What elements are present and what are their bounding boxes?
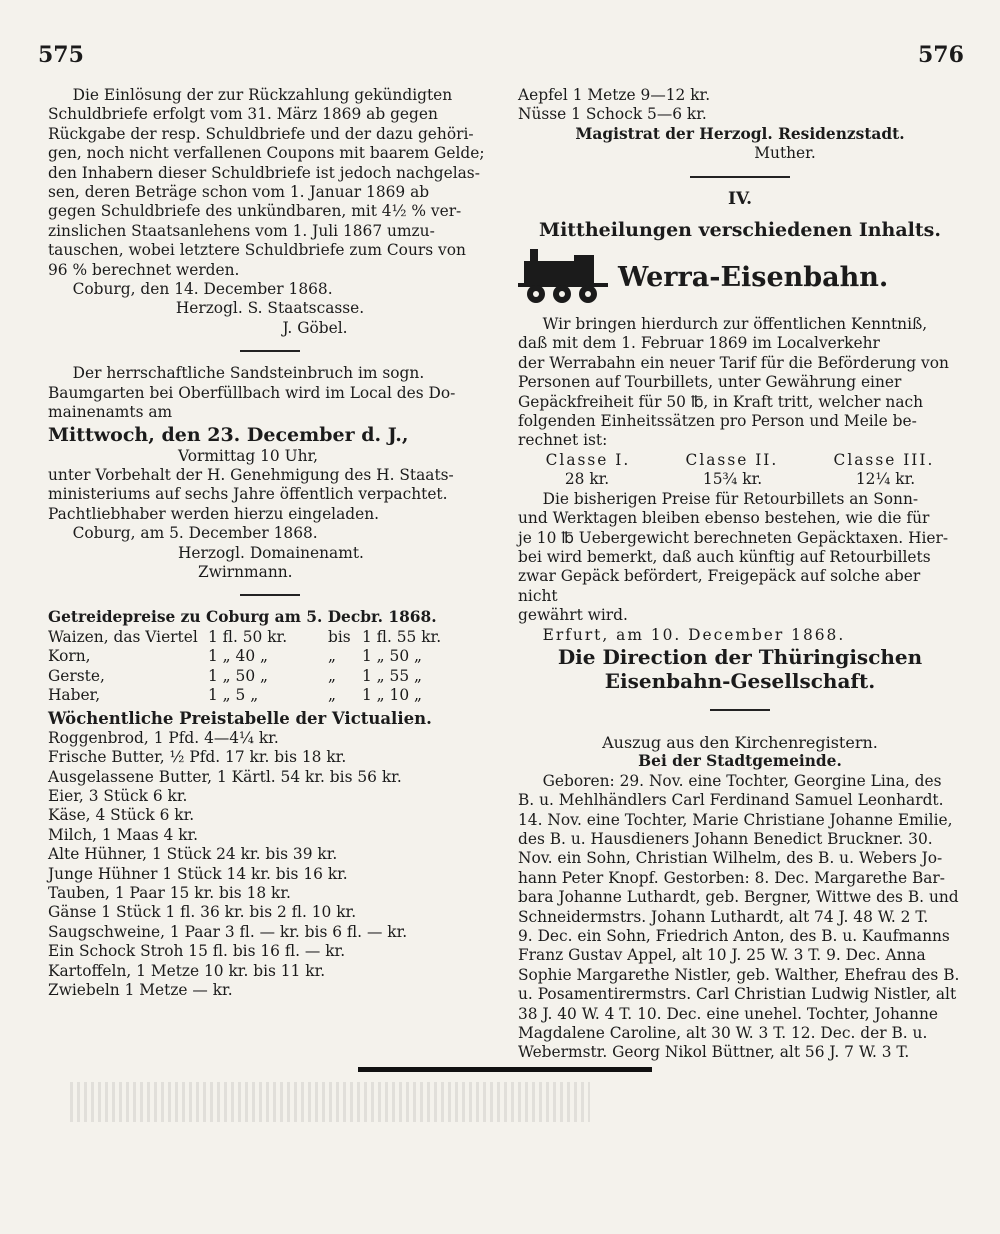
grain-price-low: 1 „ 50 „ [208,666,268,685]
victuals-title: Wöchentliche Preistabelle der Victualien. [48,709,432,729]
signer: Eisenbahn-Gesellschaft. [604,668,876,693]
list-item: Gänse 1 Stück 1 fl. 36 kr. bis 2 fl. 10 kr. [48,903,357,922]
grain-price-high: 1 „ 10 „ [362,685,422,704]
text-line: rechnet ist: [518,431,608,450]
text-line: des B. u. Hausdieners Johann Benedict Bruckner. 30. [518,829,933,848]
text-line: 38 J. 40 W. 4 T. 10. Dec. eine unehel. Tochter, Johanne [518,1004,938,1023]
text-line: folgenden Einheitssätzen pro Person und Meile be- [518,412,917,431]
text-line: den Inhabern dieser Schuldbriefe ist jedoch nachgelas- [48,163,480,182]
list-item: Aepfel 1 Metze 9—12 kr. [518,86,711,104]
bond-redemption-notice [48,86,492,338]
issuer: Herzogl. S. Staatscasse. [175,299,365,318]
text-line: Schneidermstrs. Johann Luthardt, alt 74 J. 48 W. 2 T. [518,907,929,926]
text-line: B. u. Mehlhändlers Carl Ferdinand Samuel Leonhardt. [518,791,944,810]
list-item: Alte Hühner, 1 Stück 24 kr. bis 39 kr. [48,845,338,864]
sandstone-quarry-notice [48,364,492,582]
page-number-right: 576 [918,42,964,68]
text-line: sen, deren Beträge schon vom 1. Januar 1869 ab [48,183,430,202]
list-item: Tauben, 1 Paar 15 kr. bis 18 kr. [48,884,291,903]
text-line: Sophie Margarethe Nistler, geb. Walther, Ehefrau des B. [518,965,960,984]
section-number: IV. [727,188,753,209]
text-line: Personen auf Tourbillets, unter Gewährung einer [518,373,902,392]
list-item: Roggenbrod, 1 Pfd. 4—4¼ kr. [48,728,279,747]
issuer: Herzogl. Domainenamt. [178,543,364,562]
grain-name: Korn, [48,647,91,666]
grain-price-low: 1 „ 5 „ [208,685,259,704]
fare-prices [518,470,962,489]
fare-class: Classe II. [685,450,779,469]
heavy-rule [358,1067,652,1072]
page-number-left: 575 [38,42,84,68]
text-line: zwar Gepäck befördert, Freigepäck auf solche aber nicht [518,567,921,605]
werra-title: Werra-Eisenbahn. [618,262,889,294]
place-date: Erfurt, am 10. December 1868. [542,625,846,644]
text-line: Franz Gustav Appel, alt 10 J. 25 W. 3 T. 9. Dec. Anna [518,946,926,965]
locomotive-icon [518,249,610,307]
text-line: 96 % berechnet werden. [48,260,240,279]
divider [240,350,300,352]
text-line: ministeriums auf sechs Jahre öffentlich verpachtet. [48,485,448,504]
victuals-price-table [48,709,492,1000]
text-line: u. Posamentirermstrs. Carl Christian Ludwig Nistler, alt [518,985,957,1004]
text-line: 14. Nov. eine Tochter, Marie Christiane Johanne Emilie, [518,810,953,829]
text-line: hann Peter Knopf. Gestorben: 8. Dec. Margarethe Bar- [518,868,945,887]
divider [690,176,790,178]
text-line: Die Einlösung der zur Rückzahlung gekündigten [72,86,453,104]
text-line: gen, noch nicht verfallenen Coupons mit baarem Gelde; [48,144,485,163]
right-column [518,86,962,1063]
show-through-text [70,1082,590,1122]
grain-price-low: 1 „ 40 „ [208,647,268,666]
text-line: Wir bringen hierdurch zur öffentlichen Kenntniß, [542,315,928,334]
text-line: Gepäckfreiheit für 50 ℔, in Kraft tritt, welcher nach [518,392,924,411]
text-line: je 10 ℔ Uebergewicht berechneten Gepäcktaxen. Hier- [518,528,949,547]
grain-prices [48,608,492,705]
table-row [48,647,492,666]
text-line: Geboren: 29. Nov. eine Tochter, Georgine Lina, des [542,771,942,790]
werra-banner [518,249,962,307]
signer: Die Direction der Thüringischen [557,644,923,669]
text-line: Rückgabe der resp. Schuldbriefe und der dazu gehöri- [48,124,474,143]
list-item: Eier, 3 Stück 6 kr. [48,787,188,805]
grain-price-high: 1 „ 50 „ [362,647,422,666]
grain-price-low: 1 fl. 50 kr. [208,627,288,646]
text-line: Pachtliebhaber werden hierzu eingeladen. [48,504,380,523]
table-row [48,667,492,686]
text-line: bara Johanne Luthardt, geb. Bergner, Wittwe des B. und [518,888,959,907]
text-line: Der herrschaftliche Sandsteinbruch im sogn. [72,364,425,383]
church-register [518,733,962,1063]
church-register-subtitle: Bei der Stadtgemeinde. [638,752,842,771]
list-item: Ein Schock Stroh 15 fl. bis 16 fl. — kr. [48,942,346,961]
grain-bis: „ [328,685,336,704]
grain-price-high: 1 „ 55 „ [362,666,422,685]
text-line: bei wird bemerkt, daß auch künftig auf Retourbillets [518,547,931,566]
table-row [48,628,492,647]
signer: Zwirnmann. [198,562,293,581]
fare-class: Classe III. [833,450,935,469]
grain-bis: „ [328,647,336,666]
fare-class: Classe I. [545,450,631,469]
signer: J. Göbel. [282,318,348,337]
place-date: Coburg, den 14. December 1868. [72,280,333,299]
list-item: Frische Butter, ½ Pfd. 17 kr. bis 18 kr. [48,748,347,767]
fare-price: 12¼ kr. [855,470,916,489]
magistrat: Magistrat der Herzogl. Residenzstadt. [575,124,905,143]
auction-time: Vormittag 10 Uhr, [178,446,319,465]
grain-name: Haber, [48,685,101,704]
table-row [48,686,492,705]
list-item: Zwiebeln 1 Metze — kr. [48,981,233,1000]
text-line: gegen Schuldbriefe des unkündbaren, mit 4½ % ver- [48,202,462,221]
list-item: Ausgelassene Butter, 1 Kärtl. 54 kr. bis 56 kr. [48,767,402,786]
section-title: Mittheilungen verschiedenen Inhalts. [539,219,941,242]
grain-bis: bis [328,627,351,646]
text-line: daß mit dem 1. Februar 1869 im Localverkehr [518,334,880,353]
text-line: Schuldbriefe erfolgt vom 31. März 1869 ab gegen [48,105,438,124]
list-item: Käse, 4 Stück 6 kr. [48,806,195,825]
auction-date-heading: Mittwoch, den 23. December d. J., [48,423,409,446]
list-item: Kartoffeln, 1 Metze 10 kr. bis 11 kr. [48,961,326,980]
signer: Muther. [754,144,816,163]
church-register-title: Auszug aus den Kirchenregistern. [602,732,878,752]
text-line: unter Vorbehalt der H. Genehmigung des H. Staats- [48,465,454,484]
grain-prices-title: Getreidepreise zu Coburg am 5. Decbr. 1868. [48,608,437,627]
text-line: Webermstr. Georg Nikol Büttner, alt 56 J. 7 W. 3 T. [518,1043,910,1062]
text-line: und Werktagen bleiben ebenso bestehen, wie die für [518,509,930,528]
text-line: mainenamts am [48,403,173,422]
grain-price-high: 1 fl. 55 kr. [362,627,442,646]
place-date: Coburg, am 5. December 1868. [72,524,318,543]
werra-railway-notice [518,249,962,693]
text-line: tauschen, wobei letztere Schuldbriefe zum Cours von [48,241,466,260]
fare-price: 15¾ kr. [702,470,763,489]
left-column [48,86,492,1000]
grain-name: Gerste, [48,666,105,685]
fare-classes [518,451,962,470]
text-line: der Werrabahn ein neuer Tarif für die Beförderung von [518,353,949,372]
text-line: Baumgarten bei Oberfüllbach wird im Local des Do- [48,383,456,402]
text-line: 9. Dec. ein Sohn, Friedrich Anton, des B. u. Kaufmanns [518,927,950,945]
list-item: Saugschweine, 1 Paar 3 fl. — kr. bis 6 fl. — kr. [48,922,408,941]
divider [240,594,300,596]
divider [710,709,770,711]
text-line: gewährt wird. [518,606,628,625]
fruit-prices [518,86,962,164]
grain-bis: „ [328,666,336,685]
list-item: Junge Hühner 1 Stück 14 kr. bis 16 kr. [48,864,348,883]
fare-price: 28 kr. [564,470,610,489]
grain-name: Waizen, das Viertel [48,627,198,646]
list-item: Milch, 1 Maas 4 kr. [48,825,199,844]
text-line: Nov. ein Sohn, Christian Wilhelm, des B. u. Webers Jo- [518,849,943,868]
text-line: Magdalene Caroline, alt 30 W. 3 T. 12. Dec. der B. u. [518,1024,928,1043]
text-line: Die bisherigen Preise für Retourbillets an Sonn- [542,489,919,508]
list-item: Nüsse 1 Schock 5—6 kr. [518,105,707,124]
text-line: zinslichen Staatsanlehens vom 1. Juli 1867 umzu- [48,221,435,240]
